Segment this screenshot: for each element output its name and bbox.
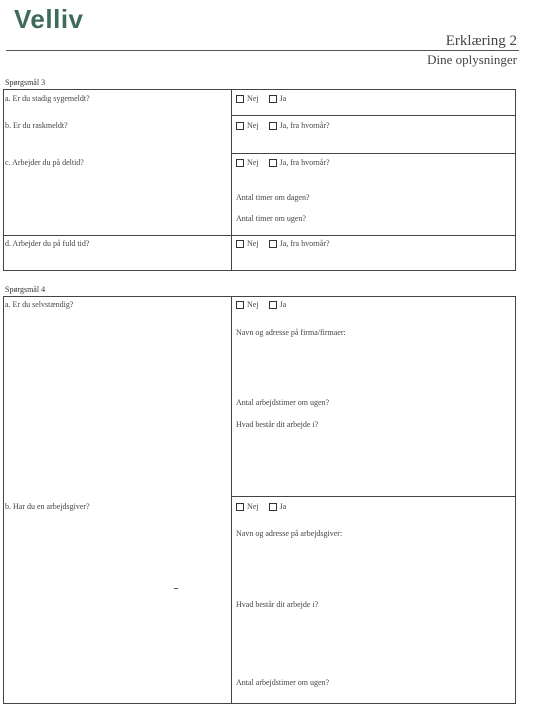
field-company-name-address[interactable]: Navn og adresse på firma/firmaer: [236,328,346,337]
checkbox-no[interactable] [236,159,244,167]
row-divider [231,153,516,154]
row-divider [231,496,516,497]
section-3-label: Spørgsmål 3 [5,78,46,87]
field-work-hours-per-week[interactable]: Antal arbejdstimer om ugen? [236,398,330,407]
option-no-label: Nej [247,239,259,248]
question-4a: a. Er du selvstændig? [5,300,74,309]
answer-4b [236,502,286,511]
option-no-label: Nej [247,502,259,511]
section-4-table [3,296,516,704]
option-yes-label: Ja, fra hvornår? [279,239,330,248]
question-3d: d. Arbejder du på fuld tid? [5,239,90,248]
title-divider [6,50,519,51]
document-title: Erklæring 2 [445,33,517,49]
option-yes-label: Ja, fra hvornår? [279,121,330,130]
checkbox-no[interactable] [236,301,244,309]
field-work-description[interactable]: Hvad består dit arbejde i? [236,600,319,609]
section-4-column-divider [231,296,232,704]
option-no-label: Nej [247,300,259,309]
option-no-label: Nej [247,121,259,130]
document-subtitle: Dine oplysninger [427,52,517,67]
checkbox-yes[interactable] [269,240,277,248]
section-3-column-divider [231,89,232,271]
checkbox-no[interactable] [236,95,244,103]
field-hours-per-day[interactable]: Antal timer om dagen? [236,193,310,202]
field-hours-per-week[interactable]: Antal timer om ugen? [236,214,306,223]
option-no-label: Nej [247,94,259,103]
question-3c: c. Arbejder du på deltid? [5,158,84,167]
question-3b: b. Er du raskmeldt? [5,121,68,130]
checkbox-no[interactable] [236,503,244,511]
question-4b: b. Har du en arbejdsgiver? [5,502,90,511]
checkbox-yes[interactable] [269,95,277,103]
answer-3a [236,94,286,103]
option-yes-label: Ja, fra hvornår? [279,158,330,167]
field-work-hours-per-week[interactable]: Antal arbejdstimer om ugen? [236,678,330,687]
checkbox-yes[interactable] [269,122,277,130]
answer-3c [236,158,330,167]
checkbox-yes[interactable] [269,301,277,309]
velliv-logo: Velliv [14,4,84,34]
answer-4a [236,300,286,309]
question-3a: a. Er du stadig sygemeldt? [5,94,90,103]
row-divider [3,235,516,236]
answer-3b [236,121,330,130]
option-yes-label: Ja [279,94,287,103]
field-employer-name-address[interactable]: Navn og adresse på arbejdsgiver: [236,529,343,538]
checkbox-no[interactable] [236,122,244,130]
field-work-description[interactable]: Hvad består dit arbejde i? [236,420,319,429]
answer-3d [236,239,330,248]
checkbox-yes[interactable] [269,159,277,167]
option-yes-label: Ja [279,300,287,309]
option-yes-label: Ja [279,502,287,511]
checkbox-yes[interactable] [269,503,277,511]
row-divider [231,115,516,116]
section-4-label: Spørgsmål 4 [5,285,46,294]
option-no-label: Nej [247,158,259,167]
checkbox-no[interactable] [236,240,244,248]
stray-mark [174,588,178,589]
